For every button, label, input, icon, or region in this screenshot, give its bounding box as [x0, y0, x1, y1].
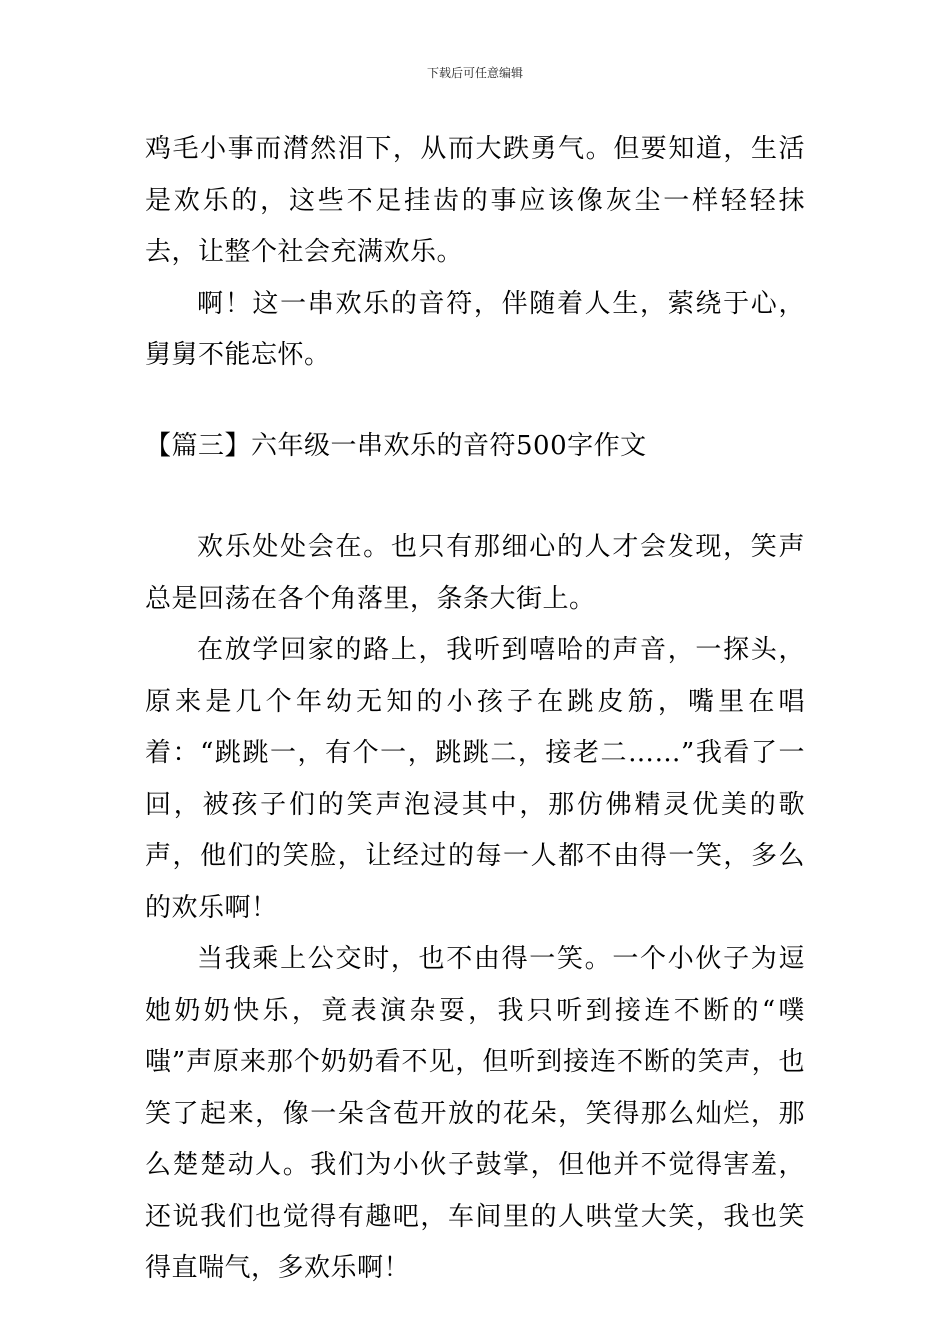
essay-text-block [145, 522, 805, 1295]
section-heading: 【篇三】六年级一串欢乐的音符500字作文 [145, 431, 647, 461]
section-heading-block [145, 421, 805, 473]
paragraph-2: 在放学回家的路上，我听到嘻哈的声音，一探头，原来是几个年幼无知的小孩子在跳皮筋，嘴里在唱着：“跳跳一，有个一，跳跳二，接老二……”我看了一回，被孩子们的笑声泡浸其中，那仿佛精灵优美的歌声，他们的笑脸，让经过的每一人都不由得一笑，多么的欢乐啊！ [145, 635, 805, 923]
page-header: 下载后可任意编辑 [426, 66, 523, 80]
top-text-block [145, 124, 805, 382]
paragraph-closing: 啊！这一串欢乐的音符，伴随着人生，萦绕于心，舅舅不能忘怀。 [145, 288, 805, 370]
paragraph-3: 当我乘上公交时，也不由得一笑。一个小伙子为逗她奶奶快乐，竟表演杂耍，我只听到接连不断的“噗嗤”声原来那个奶奶看不见，但听到接连不断的笑声，也笑了起来，像一朵含苞开放的花朵，笑得那么灿烂，那么楚楚动人。我们为小伙子鼓掌，但他并不觉得害羞，还说我们也觉得有趣吧，车间里的人哄堂大笑，我也笑得直喘气，多欢乐啊！ [145, 944, 805, 1283]
paragraph-continued: 鸡毛小事而潸然泪下，从而大跌勇气。但要知道，生活是欢乐的，这些不足挂齿的事应该像灰尘一样轻轻抹去，让整个社会充满欢乐。 [145, 134, 805, 267]
paragraph-1: 欢乐处处会在。也只有那细心的人才会发现，笑声总是回荡在各个角落里，条条大街上。 [145, 532, 805, 614]
